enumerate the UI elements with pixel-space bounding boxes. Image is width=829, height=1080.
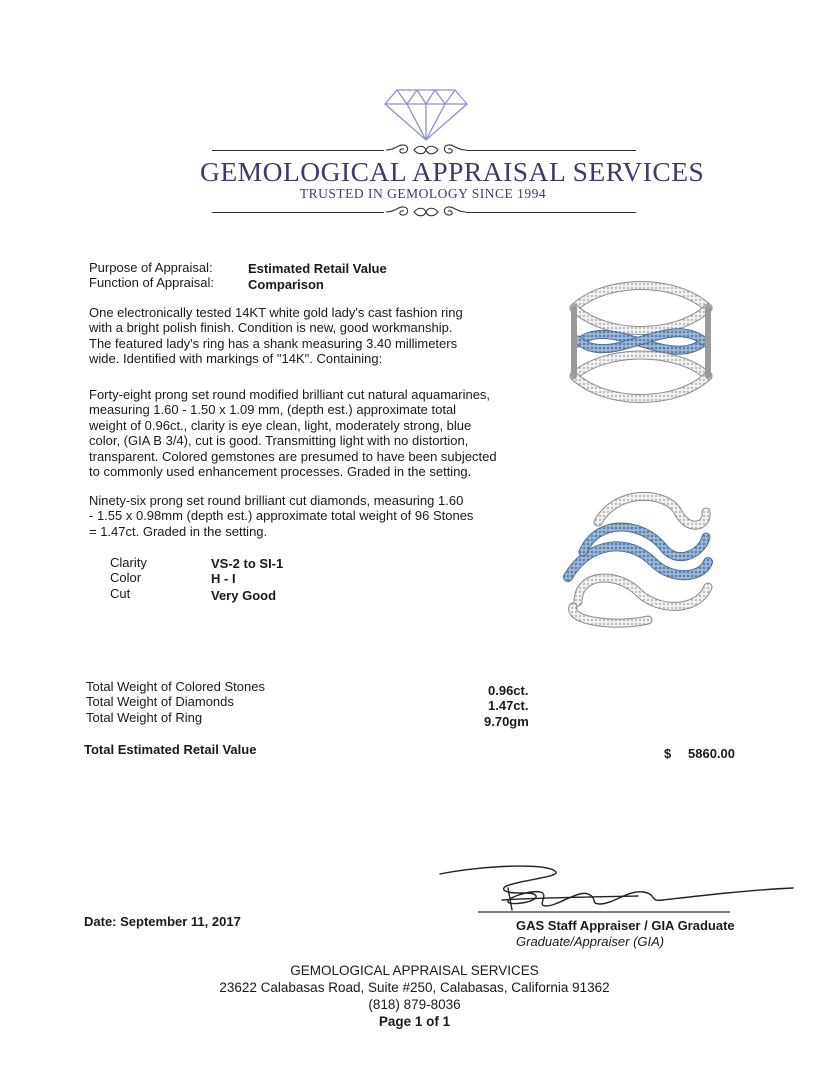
total-colored-stones-value: 0.96ct. xyxy=(488,683,529,698)
total-ring-weight-value: 9.70gm xyxy=(484,714,529,729)
company-title: GEMOLOGICAL APPRAISAL SERVICES xyxy=(200,156,705,187)
header-rule-top-left xyxy=(212,150,384,151)
retail-amount: 5860.00 xyxy=(688,746,735,761)
item-description: One electronically tested 14KT white gold lady's cast fashion ring with a bright polish finish. Condition is new, good workmanship. The featured lady's ring has a shank measuring 3.40 millimeters wide. Identified with markings of "14K". Containing: xyxy=(89,305,463,367)
grading-value-cut: Very Good xyxy=(211,588,277,603)
purpose-label: Purpose of Appraisal: xyxy=(89,260,213,275)
page-number: Page 1 of 1 xyxy=(378,1014,451,1029)
colored-stones-description: Forty-eight prong set round modified brilliant cut natural aquamarines, measuring 1.60 - 1.50 x 1.09 mm, (depth est.) approximate total weight of 0.96ct., clarity is eye clean, light, moderately strong, blue color, (GIA B 3/4), cut is good. Transmitting light with no distortion, transparent. Colored gemstones are presumed to have been subjected to commonly used enhancement processes. Graded in the setting. xyxy=(89,387,497,480)
grading-label-color: Color xyxy=(110,570,142,585)
retail-value-label: Total Estimated Retail Value xyxy=(84,742,257,757)
purpose-value: Estimated Retail Value xyxy=(248,261,387,276)
diamonds-description: Ninety-six prong set round brilliant cut diamonds, measuring 1.60 - 1.55 x 0.98mm (depth est.) approximate total weight of 96 Stones = 1.47ct. Graded in the setting. xyxy=(89,493,474,539)
header-rule-bottom-left xyxy=(212,212,384,213)
function-label: Function of Appraisal: xyxy=(89,275,215,290)
total-diamonds-label: Total Weight of Diamonds xyxy=(86,694,234,709)
company-tagline: TRUSTED IN GEMOLOGY SINCE 1994 xyxy=(299,186,547,201)
total-ring-weight-label: Total Weight of Ring xyxy=(86,710,203,725)
footer-phone: (818) 879-8036 xyxy=(368,997,461,1012)
grading-value-clarity: VS-2 to SI-1 xyxy=(211,556,284,571)
ring-photo-front xyxy=(566,278,716,408)
header-rule-top-right xyxy=(466,150,636,151)
total-diamonds-value: 1.47ct. xyxy=(488,698,529,713)
flourish-ornament-icon xyxy=(384,204,468,220)
retail-currency: $ xyxy=(664,746,672,761)
ring-photo-angle xyxy=(558,482,718,632)
footer-company: GEMOLOGICAL APPRAISAL SERVICES xyxy=(290,963,539,978)
footer-address: 23622 Calabasas Road, Suite #250, Calabasas, California 91362 xyxy=(219,980,610,995)
diamond-logo-icon xyxy=(383,86,469,142)
grading-value-color: H - I xyxy=(211,571,236,586)
appraisal-date: Date: September 11, 2017 xyxy=(84,914,241,929)
appraiser-title: Graduate/Appraiser (GIA) xyxy=(516,934,665,949)
appraiser-name: GAS Staff Appraiser / GIA Graduate xyxy=(516,918,735,933)
function-value: Comparison xyxy=(248,277,324,292)
header-rule-bottom-right xyxy=(466,212,636,213)
grading-label-cut: Cut xyxy=(110,586,131,601)
appraiser-signature-icon xyxy=(438,860,798,920)
total-colored-stones-label: Total Weight of Colored Stones xyxy=(86,679,265,694)
grading-label-clarity: Clarity xyxy=(110,555,147,570)
